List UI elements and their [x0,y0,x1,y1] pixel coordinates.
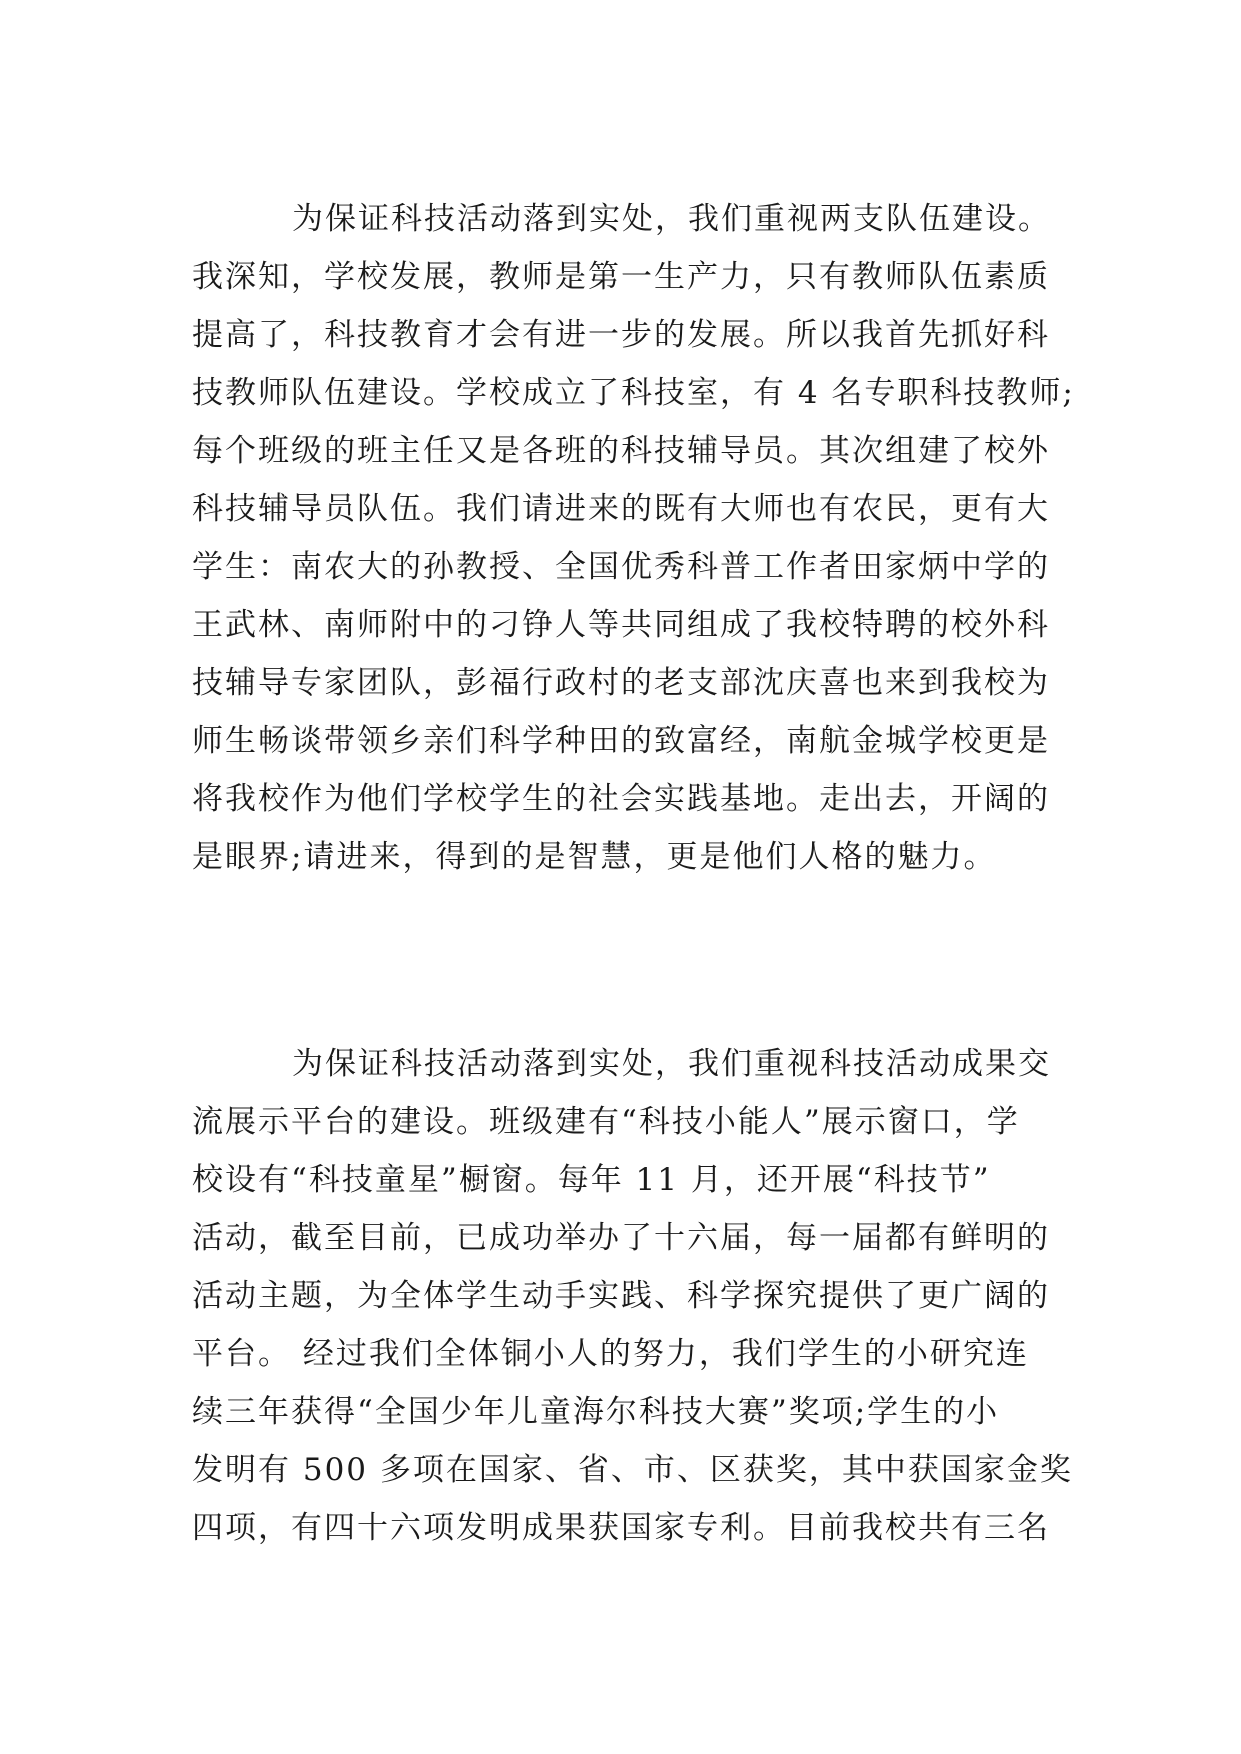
text-line: 四项，有四十六项发明成果获国家专利。目前我校共有三名 [192,1510,1050,1546]
text-line: 为保证科技活动落到实处，我们重视两支队伍建设。 [292,201,1051,237]
text-line: 王武林、南师附中的刁铮人等共同组成了我校特聘的校外科 [192,607,1050,643]
text-line: 活动主题，为全体学生动手实践、科学探究提供了更广阔的 [192,1278,1050,1314]
text-line: 每个班级的班主任又是各班的科技辅导员。其次组建了校外 [192,433,1050,469]
text-line: 为保证科技活动落到实处，我们重视科技活动成果交 [292,1046,1051,1082]
text-line: 技教师队伍建设。学校成立了科技室，有 4 名专职科技教师; [192,375,1075,411]
text-line: 活动，截至目前，已成功举办了十六届，每一届都有鲜明的 [192,1220,1050,1256]
text-line: 师生畅谈带领乡亲们科学种田的致富经，南航金城学校更是 [192,723,1050,759]
text-line: 校设有“科技童星”橱窗。每年 11 月，还开展“科技节” [192,1162,991,1198]
text-line: 学生：南农大的孙教授、全国优秀科普工作者田家炳中学的 [192,549,1050,585]
text-line: 续三年获得“全国少年儿童海尔科技大赛”奖项;学生的小 [192,1394,1000,1430]
paragraph-showcase-platform [192,1035,1073,1557]
text-line: 发明有 500 多项在国家、省、市、区获奖，其中获国家金奖 [192,1452,1073,1488]
text-line: 我深知，学校发展，教师是第一生产力，只有教师队伍素质 [192,259,1050,295]
text-line: 将我校作为他们学校学生的社会实践基地。走出去，开阔的 [192,781,1050,817]
text-line: 是眼界;请进来，得到的是智慧，更是他们人格的魅力。 [192,839,997,875]
text-line: 平台。 经过我们全体铜小人的努力，我们学生的小研究连 [192,1336,1029,1372]
text-line: 技辅导专家团队，彭福行政村的老支部沈庆喜也来到我校为 [192,665,1050,701]
text-line: 科技辅导员队伍。我们请进来的既有大师也有农民，更有大 [192,491,1050,527]
text-line: 提高了，科技教育才会有进一步的发展。所以我首先抓好科 [192,317,1050,353]
text-line: 流展示平台的建设。班级建有“科技小能人”展示窗口，学 [192,1104,1020,1140]
paragraph-team-building [192,190,1075,886]
